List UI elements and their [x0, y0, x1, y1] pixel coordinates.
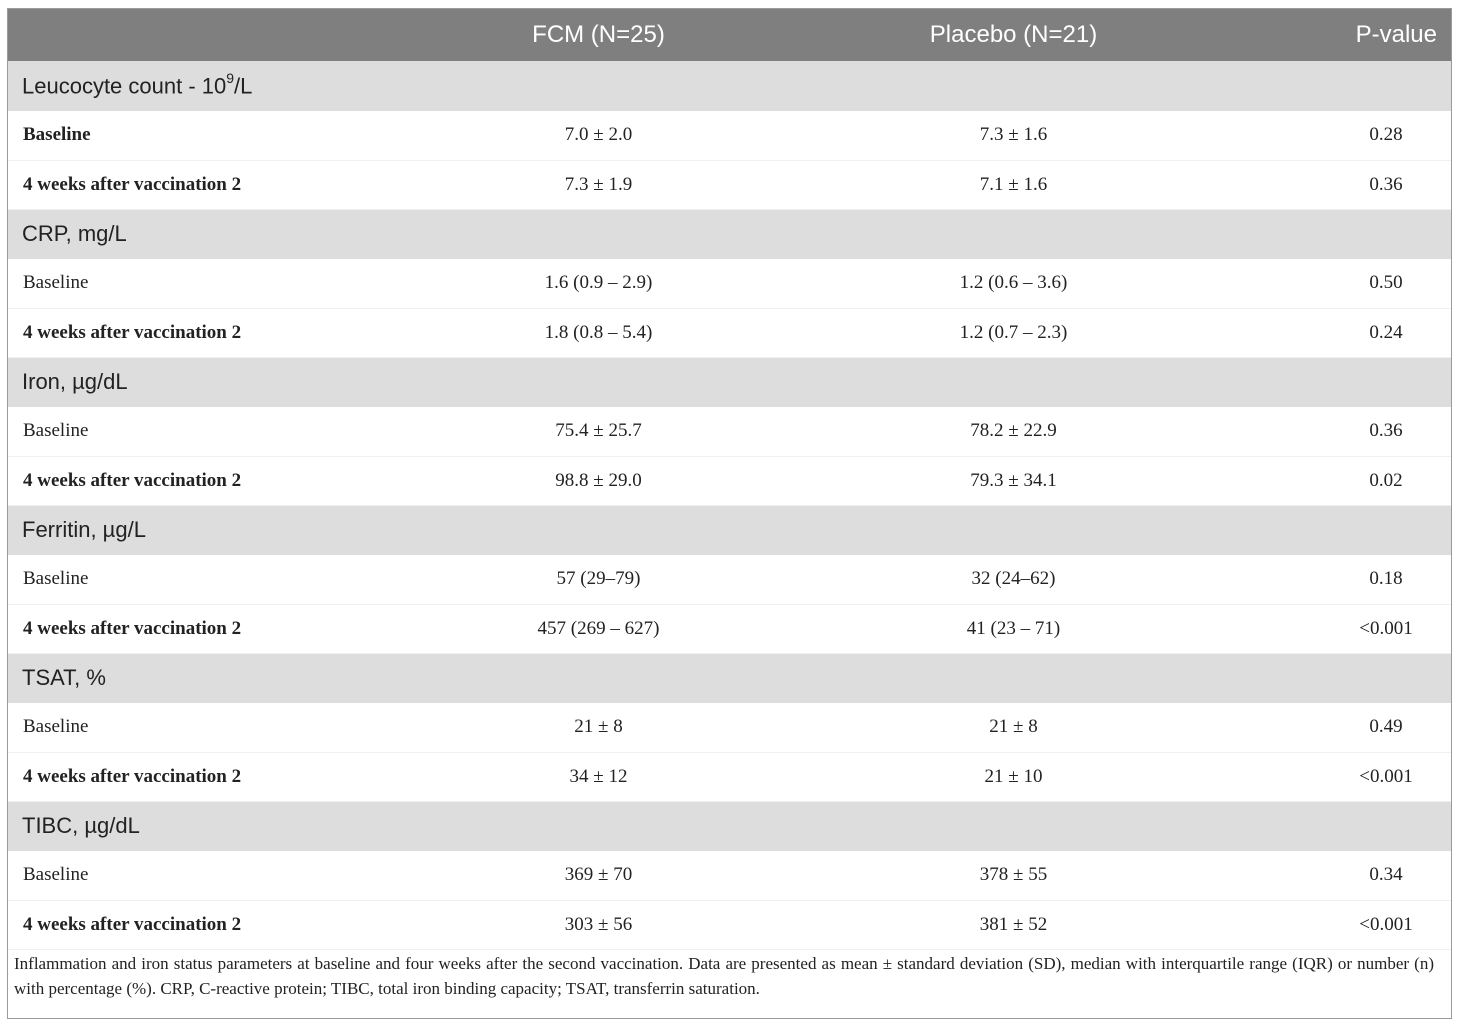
fcm-value: 75.4 ± 25.7 — [391, 407, 806, 456]
group-label-unit: /L — [234, 73, 253, 99]
group-label: TIBC, µg/dL — [22, 813, 140, 839]
results-table-container — [7, 8, 1452, 1019]
header-row — [8, 9, 1451, 61]
p-value: <0.001 — [1221, 604, 1451, 653]
row-label: Baseline — [8, 111, 391, 160]
table-row — [8, 851, 1451, 900]
table-row — [8, 308, 1451, 357]
table-row — [8, 703, 1451, 752]
placebo-value: 378 ± 55 — [806, 851, 1221, 900]
group-row-crp — [8, 209, 1451, 259]
header-fcm: FCM (N=25) — [532, 21, 665, 48]
fcm-value: 7.3 ± 1.9 — [391, 160, 806, 209]
row-label: 4 weeks after vaccination 2 — [8, 160, 391, 209]
fcm-value: 7.0 ± 2.0 — [391, 111, 806, 160]
p-value: 0.36 — [1221, 407, 1451, 456]
p-value: 0.50 — [1221, 259, 1451, 308]
group-row-iron — [8, 357, 1451, 407]
p-value: <0.001 — [1221, 752, 1451, 801]
placebo-value: 79.3 ± 34.1 — [806, 456, 1221, 505]
p-value: 0.02 — [1221, 456, 1451, 505]
table-row — [8, 555, 1451, 604]
row-label: 4 weeks after vaccination 2 — [8, 900, 391, 949]
fcm-value: 98.8 ± 29.0 — [391, 456, 806, 505]
placebo-value: 381 ± 52 — [806, 900, 1221, 949]
group-row-ferritin — [8, 505, 1451, 555]
group-label: Ferritin, µg/L — [22, 517, 146, 543]
row-label: 4 weeks after vaccination 2 — [8, 308, 391, 357]
table-row — [8, 111, 1451, 160]
group-row-tibc — [8, 801, 1451, 851]
header-pvalue: P-value — [1355, 21, 1437, 48]
table-row — [8, 259, 1451, 308]
table-row — [8, 407, 1451, 456]
p-value: 0.34 — [1221, 851, 1451, 900]
table-row — [8, 900, 1451, 949]
row-label: Baseline — [8, 703, 391, 752]
p-value: 0.18 — [1221, 555, 1451, 604]
group-label-superscript: 9 — [226, 70, 235, 87]
row-label: 4 weeks after vaccination 2 — [8, 752, 391, 801]
group-label — [8, 61, 1451, 111]
group-row-leucocyte — [8, 61, 1451, 111]
p-value: 0.36 — [1221, 160, 1451, 209]
table-row — [8, 160, 1451, 209]
header-empty-cell — [8, 9, 391, 61]
row-label: 4 weeks after vaccination 2 — [8, 604, 391, 653]
placebo-value: 32 (24–62) — [806, 555, 1221, 604]
p-value: 0.28 — [1221, 111, 1451, 160]
row-label: Baseline — [8, 555, 391, 604]
group-row-tsat — [8, 653, 1451, 703]
placebo-value: 78.2 ± 22.9 — [806, 407, 1221, 456]
fcm-value: 369 ± 70 — [391, 851, 806, 900]
table-footnote: Inflammation and iron status parameters at baseline and four weeks after the second vaccination. Data are presented as mean ± standard deviation (SD), median with interquartile range (IQR) or number (n) with percentage (%). CRP, C-reactive protein; TIBC, total iron binding capacity; TSAT, transferrin saturation. — [14, 954, 1434, 998]
p-value: 0.24 — [1221, 308, 1451, 357]
fcm-value: 303 ± 56 — [391, 900, 806, 949]
group-label: Iron, µg/dL — [22, 369, 128, 395]
group-label-text: Leucocyte count - 10 — [22, 73, 227, 99]
row-label: 4 weeks after vaccination 2 — [8, 456, 391, 505]
fcm-value: 457 (269 – 627) — [391, 604, 806, 653]
placebo-value: 41 (23 – 71) — [806, 604, 1221, 653]
table-header — [8, 9, 1451, 61]
p-value: 0.49 — [1221, 703, 1451, 752]
row-label: Baseline — [8, 259, 391, 308]
fcm-value: 21 ± 8 — [391, 703, 806, 752]
table-row — [8, 604, 1451, 653]
placebo-value: 7.3 ± 1.6 — [806, 111, 1221, 160]
placebo-value: 21 ± 8 — [806, 703, 1221, 752]
placebo-value: 7.1 ± 1.6 — [806, 160, 1221, 209]
results-table — [8, 9, 1451, 950]
placebo-value: 21 ± 10 — [806, 752, 1221, 801]
row-label: Baseline — [8, 407, 391, 456]
fcm-value: 1.6 (0.9 – 2.9) — [391, 259, 806, 308]
placebo-value: 1.2 (0.7 – 2.3) — [806, 308, 1221, 357]
group-label: CRP, mg/L — [22, 221, 127, 247]
fcm-value: 1.8 (0.8 – 5.4) — [391, 308, 806, 357]
fcm-value: 57 (29–79) — [391, 555, 806, 604]
placebo-value: 1.2 (0.6 – 3.6) — [806, 259, 1221, 308]
table-row — [8, 456, 1451, 505]
header-placebo: Placebo (N=21) — [929, 21, 1098, 48]
fcm-value: 34 ± 12 — [391, 752, 806, 801]
row-label: Baseline — [8, 851, 391, 900]
table-row — [8, 752, 1451, 801]
group-label: TSAT, % — [22, 665, 106, 691]
p-value: <0.001 — [1221, 900, 1451, 949]
table-body — [8, 61, 1451, 949]
